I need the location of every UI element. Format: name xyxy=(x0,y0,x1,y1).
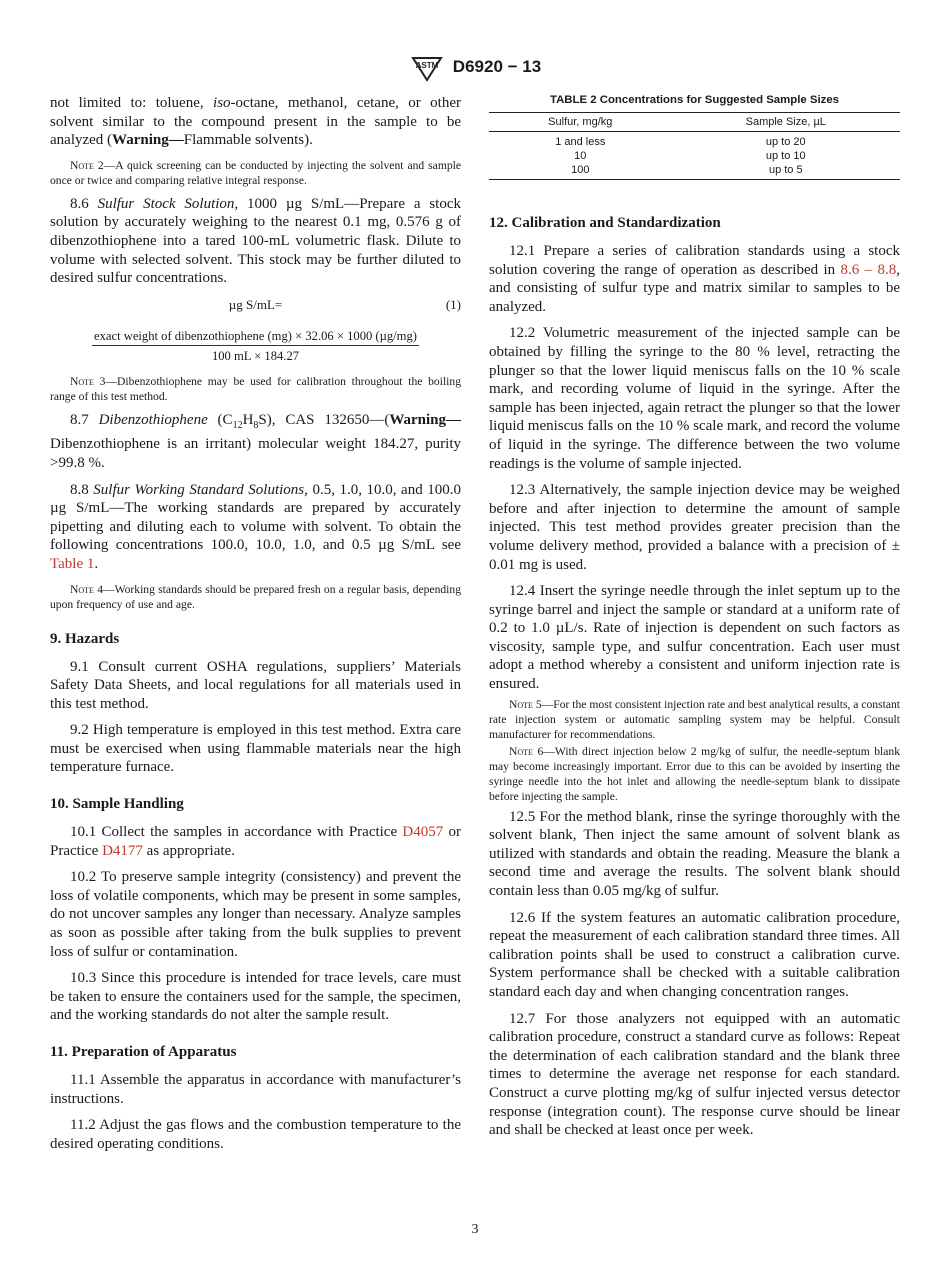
d4177-link[interactable]: D4177 xyxy=(102,842,143,859)
section-12-3: 12.3 Alternatively, the sample injection device may be weighed before and after injection to determine the amount of sample injected. This test method provides greater precision than the volume delivery method, provided a balance with a precision of ± 0.01 mg is used. xyxy=(489,482,900,573)
page-number: 3 xyxy=(471,1222,479,1237)
equation-denominator: 100 mL × 184.27 xyxy=(211,348,300,363)
section-9-2: 9.2 High temperature is employed in this test method. Extra care must be exercised when using flammable materials near the high temperature furnace. xyxy=(50,722,461,776)
equation-number: (1) xyxy=(445,296,461,312)
sections-8-6-8-8-link[interactable]: 8.6 – 8.8 xyxy=(840,261,897,278)
section-9-1: 9.1 Consult current OSHA regulations, suppliers’ Materials Safety Data Sheets, and local regulations for all materials used in this test method. xyxy=(50,658,461,712)
right-column xyxy=(489,94,900,1148)
paragraph-solvent-continued: not limited to: toluene, iso-octane, methanol, cetane, or other solvent similar to the compound present in the sample to be analyzed (Warning—Flammable solvents). xyxy=(50,95,461,149)
equation-fraction xyxy=(50,328,461,364)
section-8-6: 8.6 Sulfur Stock Solution, 1000 µg S/mL—Prepare a stock solution by accurately weighing to the nearest 0.1 mg, 0.576 g of dibenzothiophene into a tared 100-mL volumetric flask. Dilute to volume with selected solvent. This stock may be further diluted to desired sulfur concentrations. xyxy=(50,195,461,287)
note-2: Note 2—A quick screening can be conducted by injecting the solvent and sample once or twice and comparing relative integral response. xyxy=(50,158,461,187)
svg-text:ASTM: ASTM xyxy=(415,61,439,70)
page-header xyxy=(0,52,950,82)
table-row: 10 up to 10 xyxy=(574,150,806,162)
table-row: 100 up to 5 xyxy=(489,163,900,180)
table-header-sample-size: Sample Size, µL xyxy=(672,113,900,132)
section-12-6: 12.6 If the system features an automatic calibration procedure, repeat the measurement of each calibration standard three times. All calibration points shall be used to construct a calibration curve. System performance shall be checked with a suitable calibration standard each day and when changing concentration ranges. xyxy=(489,909,900,1000)
table-1-link[interactable]: Table 1 xyxy=(50,555,95,572)
d4057-link[interactable]: D4057 xyxy=(402,824,444,841)
table-2-caption: TABLE 2 Concentrations for Suggested Sample Sizes xyxy=(549,94,840,106)
document-designation: D6920 − 13 xyxy=(452,57,542,76)
section-9-heading: 9. Hazards xyxy=(50,630,120,647)
section-11-1: 11.1 Assemble the apparatus in accordance with manufacturer’s instructions. xyxy=(50,1072,461,1107)
note-5: Note 5—For the most consistent injection rate and best analytical results, a constant rate injection system or automatic sampling system may be helpful. Consult manufacturer for recommendations. xyxy=(489,697,900,741)
section-11-2: 11.2 Adjust the gas flows and the combustion temperature to the desired operating conditions. xyxy=(50,1117,461,1152)
note-4: Note 4—Working standards should be prepared fresh on a regular basis, depending upon frequency of use and age. xyxy=(50,582,461,611)
left-column xyxy=(50,94,461,1161)
note-3: Note 3—Dibenzothiophene may be used for calibration throughout the boiling range of this test method. xyxy=(50,374,461,403)
section-11-heading: 11. Preparation of Apparatus xyxy=(50,1044,237,1060)
section-10-1: 10.1 Collect the samples in accordance with Practice D4057 or Practice D4177 as appropriate. xyxy=(50,824,461,859)
section-12-7: 12.7 For those analyzers not equipped with an automatic calibration procedure, construct a standard curve as follows: Repeat the determination of each calibration standard and the blank three times to determine the average net response for each standard. Construct a curve plotting mg/kg of sulfur injected versus detector response (integration count). The response curve should be linear and shall be checked at least once per week. xyxy=(489,1010,900,1139)
note-6: Note 6—With direct injection below 2 mg/kg of sulfur, the needle-septum blank may become increasingly important. Error due to this can be avoided by inserting the syringe needle into the hot inlet and allowing the needle-septum blank to dissipate before injecting the sample. xyxy=(489,744,900,803)
section-10-3: 10.3 Since this procedure is intended for trace levels, care must be taken to ensure the containers used for the sample, the specimen, and the working standards do not alter the sample result. xyxy=(50,970,461,1024)
section-10-2: 10.2 To preserve sample integrity (consistency) and prevent the loss of volatile components, which may be present in some samples, do not uncover samples any longer than necessary. Analyze samples as soon as possible after taking from the bulk supplies to prevent loss of sulfur or contamination. xyxy=(50,869,461,960)
section-8-8: 8.8 Sulfur Working Standard Solutions, 0.5, 1.0, 10.0, and 100.0 µg S/mL—The working standards are prepared by accurately pipetting and diluting each to volume with solvent. To obtain the following concentrations 100.0, 10.0, 1.0, and 0.5 µg S/mL see Table 1. xyxy=(50,481,461,572)
astm-logo-icon xyxy=(409,52,445,82)
equation-numerator: exact weight of dibenzothiophene (mg) × 32.06 × 1000 (µg/mg) xyxy=(92,328,419,346)
table-row: 1 and less up to 20 xyxy=(555,136,806,148)
section-12-4: 12.4 Insert the syringe needle through the inlet septum up to the syringe barrel and inject the sample or standard at a uniform rate of 0.2 to 1.0 µL/s. Rate of injection is dependent on such factors as viscosity, sample type, and sulfur concentration. Each user must adopt a method whereby a consistent and uniform injection rate is ensured. xyxy=(489,583,900,693)
section-12-1: 12.1 Prepare a series of calibration standards using a stock solution covering the range of operation as described in 8.6 – 8.8, and consisting of sulfur type and matrix similar to samples to be analyzed. xyxy=(489,243,900,315)
section-12-2: 12.2 Volumetric measurement of the injected sample can be obtained by filling the syringe to the 80 % level, retracting the plunger so that the lower liquid meniscus falls on the 10 % scale mark, and recording volume of liquid in the syringe. After the sample has been injected, again retract the plunger so that the lower liquid meniscus falls on the 10 % scale mark, and record the volume of liquid in the syringe. The difference between the two volume readings is the volume of sample injected. xyxy=(489,325,900,472)
section-12-heading: 12. Calibration and Standardization xyxy=(489,215,721,231)
table-header-sulfur: Sulfur, mg/kg xyxy=(489,113,672,132)
section-10-heading: 10. Sample Handling xyxy=(50,796,184,813)
equation-1: µg S/mL= (1) xyxy=(228,296,461,312)
section-8-7: 8.7 Dibenzothiophene $(C_{12}H_8S)$, CAS 132650—(Warning—Dibenzothiophene is an irritant) molecular weight 184.27, purity >99.8 %. xyxy=(50,411,462,471)
table-2 xyxy=(489,112,900,180)
section-12-5: 12.5 For the method blank, rinse the syringe thoroughly with the solvent blank, Then inject the same amount of solvent blank as utilized with standards and obtain the reading. Measure the blank a second time and average the results. The solvent blank should contain less than 0.05 mg/kg of sulfur. xyxy=(489,808,900,900)
